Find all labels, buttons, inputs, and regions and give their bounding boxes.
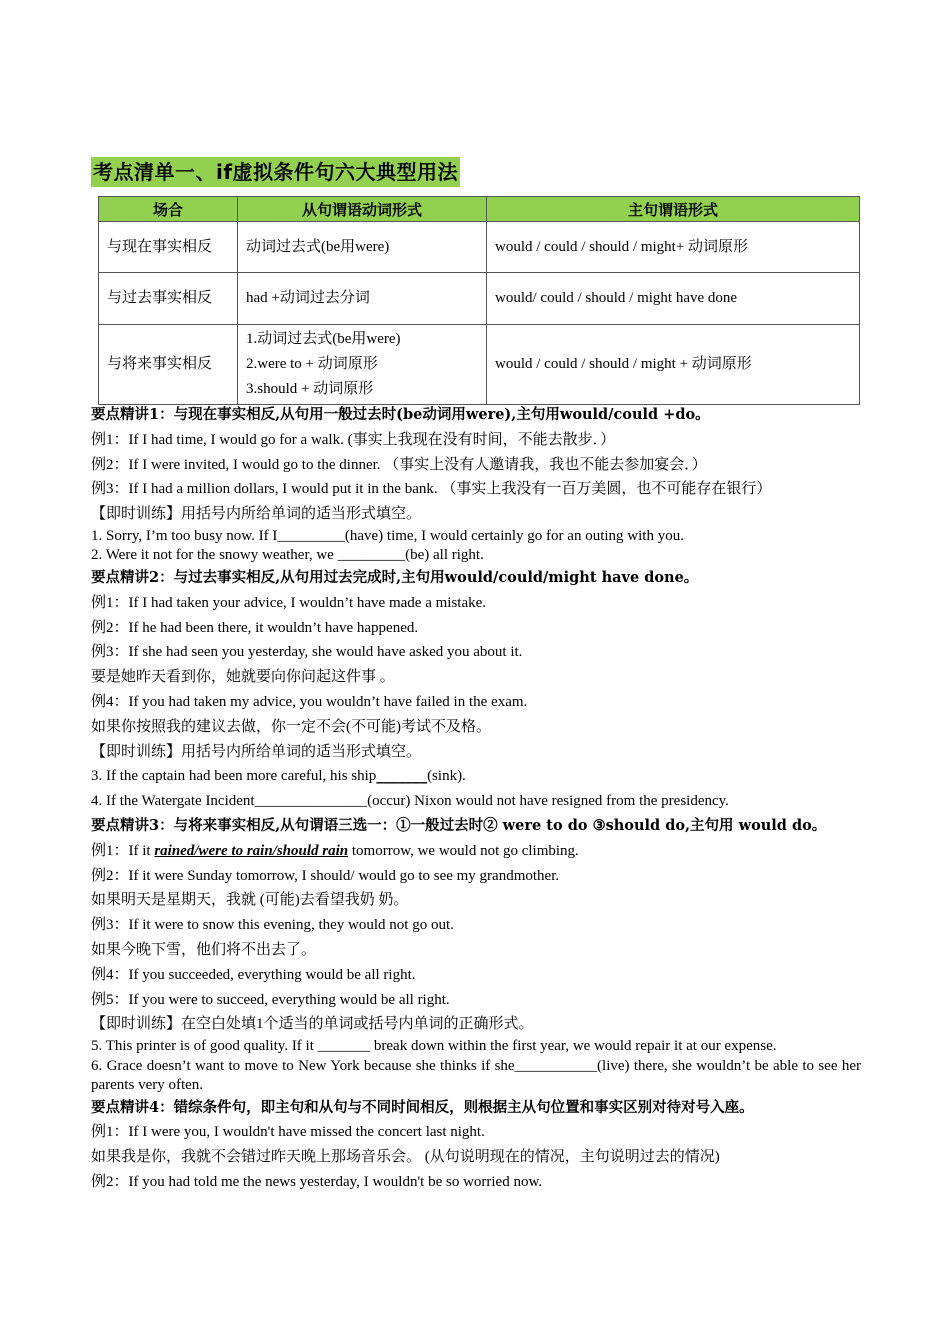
exercise-line: 6. Grace doesn’t want to move to New York because she thinks if she___________(live) there, she wouldn’t be able to see her parents very often.	[91, 1057, 861, 1094]
example-line: 例2：If he had been there, it wouldn’t have happened.	[91, 619, 419, 636]
example-line: 例3：If I had a million dollars, I would put it in the bank. （事实上我没有一百万美圆，也不可能存在银行）	[91, 481, 772, 498]
clause-option: 2.were to + 动词原形	[246, 356, 378, 372]
header-main: 主句谓语形式	[487, 197, 860, 222]
cell-clause	[238, 325, 487, 405]
example-line: 例3：If she had seen you yesterday, she would have asked you about it.	[91, 644, 523, 661]
translation-line: 如果今晚下雪，他们将不出去了。	[91, 941, 317, 958]
cell-clause: 动词过去式(be用were)	[238, 222, 487, 273]
exercise-line	[91, 764, 861, 789]
cell-main: would / could / should / might+ 动词原形	[487, 222, 860, 273]
point-heading-4: 要点精讲4：错综条件句，即主句和从句与不同时间相反，则根据主从句位置和事实区别对待对号入座。	[91, 1098, 754, 1116]
exercise-line: 2. Were it not for the snowy weather, we _________(be) all right.	[91, 547, 484, 564]
cell-main: would/ could / should / might have done	[487, 273, 860, 325]
training-label: 【即时训练】用括号内所给单词的适当形式填空。	[91, 506, 422, 523]
point-heading-3: 要点精讲3：与将来事实相反,从句谓语三选一：①一般过去时② were to do ③should do,主句用 would do。	[91, 816, 827, 834]
rules-table	[98, 196, 860, 405]
cell-main: would / could / should / might + 动词原形	[487, 325, 860, 405]
example-text: 例1：If it	[91, 842, 155, 859]
exercise-text: 3. If the captain had been more careful, his ship	[91, 768, 377, 785]
table-row	[99, 222, 860, 273]
translation-line: 要是她昨天看到你，她就要向你问起这件事 。	[91, 669, 395, 686]
exercise-line: 4. If the Watergate Incident_______________(occur) Nixon would not have resigned from the presidency.	[91, 793, 729, 810]
table-row	[99, 325, 860, 405]
example-line: 例3：If it were to snow this evening, they would not go out.	[91, 917, 454, 934]
exercise-line: 5. This printer is of good quality. If it _______ break down within the first year, we would repair it at our expense.	[91, 1038, 777, 1055]
header-case: 场合	[99, 197, 238, 222]
cell-clause: had +动词过去分词	[238, 273, 487, 325]
exercise-line: 1. Sorry, I’m too busy now. If I_________(have) time, I would certainly go for an outing with you.	[91, 527, 684, 544]
answer-blank: _______	[376, 767, 428, 785]
cell-case: 与将来事实相反	[99, 325, 238, 405]
table-row	[99, 273, 860, 325]
content-body	[91, 403, 861, 1195]
example-line: 例4：If you had taken my advice, you wouldn’t have failed in the exam.	[91, 693, 528, 710]
translation-line: 如果我是你，我就不会错过昨天晚上那场音乐会。 (从句说明现在的情况，主句说明过去的情况)	[91, 1149, 720, 1166]
example-line: 例5：If you were to succeed, everything would be all right.	[91, 991, 450, 1008]
example-line: 例2：If I were invited, I would go to the dinner. （事实上没有人邀请我，我也不能去参加宴会．）	[91, 456, 707, 473]
training-label: 【即时训练】在空白处填1个适当的单词或括号内单词的正确形式。	[91, 1016, 534, 1033]
translation-line: 如果明天是星期天，我就 (可能)去看望我奶 奶。	[91, 892, 409, 909]
example-emphasis: rained/were to rain/should rain	[154, 842, 349, 859]
example-line	[91, 839, 861, 864]
example-line: 例2：If it were Sunday tomorrow, I should/ would go to see my grandmother.	[91, 867, 560, 884]
section-title: 考点清单一、if虚拟条件句六大典型用法	[91, 157, 460, 187]
example-line: 例1：If I had time, I would go for a walk. (事实上我现在没有时间，不能去散步．）	[91, 431, 616, 448]
training-label: 【即时训练】用括号内所给单词的适当形式填空。	[91, 743, 422, 760]
cell-case: 与过去事实相反	[99, 273, 238, 325]
example-line: 例1：If I were you, I wouldn't have missed the concert last night.	[91, 1124, 485, 1141]
example-text: tomorrow, we would not go climbing.	[348, 842, 579, 859]
example-line: 例1：If I had taken your advice, I wouldn’t have made a mistake.	[91, 594, 487, 611]
translation-line: 如果你按照我的建议去做，你一定不会(不可能)考试不及格。	[91, 718, 491, 735]
point-heading-1: 要点精讲1：与现在事实相反,从句用一般过去时(be动词用were),主句用would/could +do。	[91, 406, 710, 423]
cell-case: 与现在事实相反	[99, 222, 238, 273]
exercise-text: (sink).	[427, 768, 466, 785]
table-header-row	[99, 197, 860, 222]
example-line: 例2：If you had told me the news yesterday, I wouldn't be so worried now.	[91, 1174, 543, 1191]
clause-option: 3.should + 动词原形	[246, 381, 374, 397]
point-heading-2: 要点精讲2：与过去事实相反,从句用过去完成时,主句用would/could/might have done。	[91, 568, 699, 586]
example-line: 例4：If you succeeded, everything would be all right.	[91, 966, 416, 983]
header-clause: 从句谓语动词形式	[238, 197, 487, 222]
clause-option: 1.动词过去式(be用were)	[246, 331, 401, 347]
